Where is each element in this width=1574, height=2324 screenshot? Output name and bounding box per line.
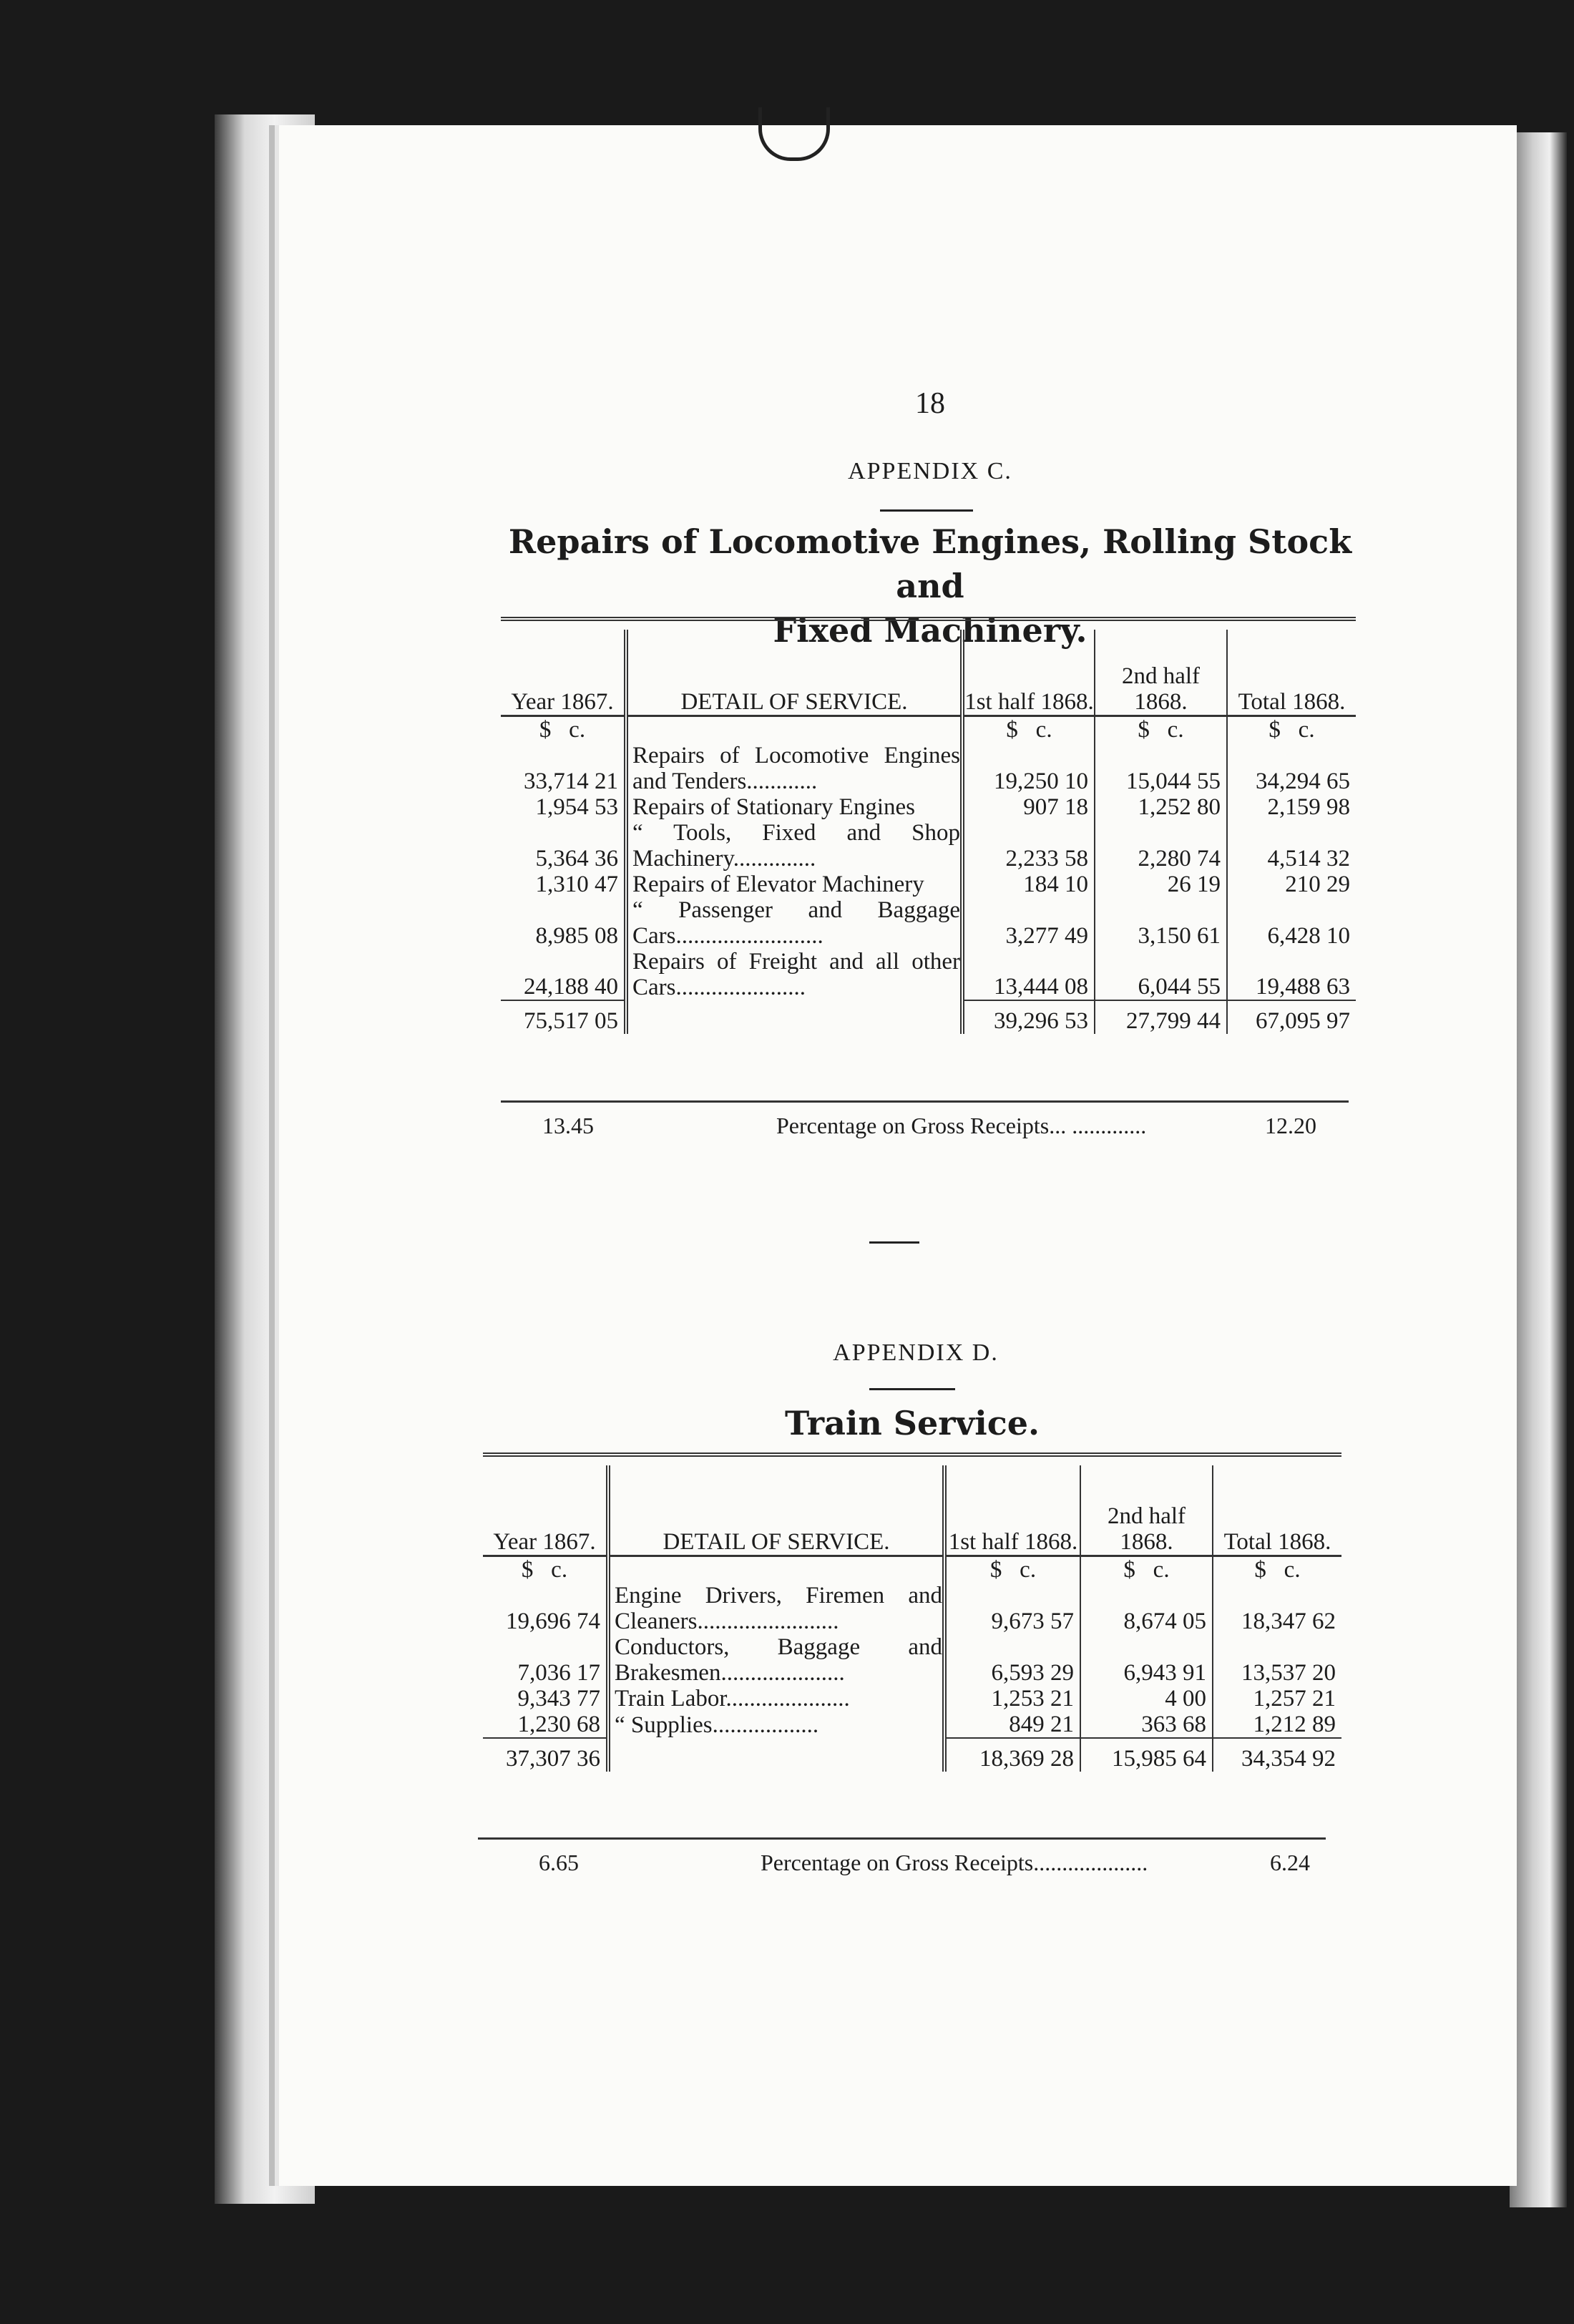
book-page xyxy=(279,125,1517,2186)
pct-value: 6.24 xyxy=(1270,1850,1310,1875)
appendix-d-bottom-rule xyxy=(478,1837,1326,1840)
cell-total: 13,537 20 xyxy=(1241,1659,1336,1686)
appendix-c-table xyxy=(501,630,1356,1034)
appendix-c-bottom-rule xyxy=(501,1100,1349,1103)
cell-detail: Repairs of Elevator Machinery xyxy=(626,872,962,897)
table-header-row xyxy=(483,1465,1341,1556)
col-detail-header: DETAIL OF SERVICE. xyxy=(608,1465,944,1556)
cell-h2: 8,674 05 xyxy=(1080,1583,1213,1634)
cell-h1: 184 10 xyxy=(962,872,1095,897)
cell-h1: 907 18 xyxy=(962,794,1095,820)
col-detail-header: DETAIL OF SERVICE. xyxy=(626,630,962,716)
table-row xyxy=(501,820,1356,872)
cell-year: 33,714 21 xyxy=(501,743,626,794)
appendix-c-title-line2: Fixed Machinery. xyxy=(773,611,1087,650)
cell-h1: 1,253 21 xyxy=(944,1686,1080,1712)
total-total: 67,095 97 xyxy=(1227,1000,1356,1034)
cell-total: 18,347 62 xyxy=(1241,1608,1336,1634)
cell-year: 9,343 77 xyxy=(483,1686,608,1712)
table-row xyxy=(501,794,1356,820)
table-row xyxy=(501,949,1356,1000)
cell-year: 8,985 08 xyxy=(501,897,626,949)
cell-h2: 6,044 55 xyxy=(1095,949,1227,1000)
col-h1-header: 1st half 1868. xyxy=(944,1465,1080,1556)
facing-page-edge xyxy=(1510,132,1567,2207)
table-row xyxy=(483,1634,1341,1686)
cent-unit: c. xyxy=(1167,716,1184,743)
cell-h1: 13,444 08 xyxy=(962,949,1095,1000)
cent-unit: c. xyxy=(1035,716,1052,743)
appendix-c-top-rule xyxy=(501,617,1356,621)
total-total: 34,354 92 xyxy=(1213,1738,1341,1772)
dollar-unit: $ xyxy=(521,1556,534,1583)
cent-unit: c. xyxy=(1284,1556,1301,1583)
cell-h2: 3,150 61 xyxy=(1095,897,1227,949)
col-h1-header: 1st half 1868. xyxy=(962,630,1095,716)
cell-detail: “ Passenger and Baggage Cars......................... xyxy=(626,897,962,949)
cell-h1: 19,250 10 xyxy=(962,743,1095,794)
cell-h2: 1,252 80 xyxy=(1095,794,1227,820)
cell-total: 1,212 89 xyxy=(1253,1711,1336,1737)
cell-year: 19,696 74 xyxy=(483,1583,608,1634)
cell-h2: 2,280 74 xyxy=(1095,820,1227,872)
cell-year: 1,230 68 xyxy=(483,1712,608,1738)
dollar-unit: $ xyxy=(1123,1556,1135,1583)
appendix-d-label: APPENDIX D. xyxy=(833,1339,999,1366)
col-h2-header: 2nd half 1868. xyxy=(1080,1465,1213,1556)
col-year-header: Year 1867. xyxy=(501,630,626,716)
section-divider xyxy=(869,1241,919,1244)
cell-detail: “ Supplies.................. xyxy=(608,1712,944,1738)
cell-year: 5,364 36 xyxy=(501,820,626,872)
cell-h1: 6,593 29 xyxy=(944,1634,1080,1686)
appendix-c-label: APPENDIX C. xyxy=(848,458,1012,484)
totals-row xyxy=(483,1738,1341,1772)
cell-h1: 3,277 49 xyxy=(962,897,1095,949)
cell-h2: 15,044 55 xyxy=(1095,743,1227,794)
appendix-d-title: Train Service. xyxy=(784,1404,1040,1442)
total-h2: 27,799 44 xyxy=(1095,1000,1227,1034)
appendix-d-top-rule xyxy=(483,1452,1341,1457)
col-total-header: Total 1868. xyxy=(1213,1465,1341,1556)
cell-detail: Train Labor..................... xyxy=(608,1686,944,1712)
col-total-header: Total 1868. xyxy=(1227,630,1356,716)
cell-detail: Conductors, Baggage and Brakesmen..................... xyxy=(608,1634,944,1686)
dollar-unit: $ xyxy=(1138,716,1150,743)
total-year: 75,517 05 xyxy=(501,1000,626,1034)
totals-row xyxy=(501,1000,1356,1034)
col-year-header: Year 1867. xyxy=(483,1465,608,1556)
cent-unit: c. xyxy=(1020,1556,1037,1583)
cell-total: 210 29 xyxy=(1285,871,1350,897)
col-h2-header: 2nd half 1868. xyxy=(1095,630,1227,716)
pct-value: 12.20 xyxy=(1265,1113,1316,1138)
cell-detail: “ Tools, Fixed and Shop Machinery.............. xyxy=(626,820,962,872)
cell-total: 2,159 98 xyxy=(1267,794,1350,820)
pct-label: Percentage on Gross Receipts... ............. xyxy=(776,1113,1147,1138)
dollar-unit: $ xyxy=(1254,1556,1266,1583)
page-number: 18 xyxy=(915,387,945,420)
cell-h1: 849 21 xyxy=(944,1712,1080,1738)
cell-h2: 6,943 91 xyxy=(1080,1634,1213,1686)
cell-total: 34,294 65 xyxy=(1256,768,1350,794)
dollar-unit: $ xyxy=(539,716,552,743)
table-row xyxy=(483,1712,1341,1738)
cell-h2: 363 68 xyxy=(1080,1712,1213,1738)
cell-detail: Repairs of Stationary Engines xyxy=(626,794,962,820)
table-header-row xyxy=(501,630,1356,716)
pct-label: Percentage on Gross Receipts.................... xyxy=(761,1850,1148,1875)
pct-year: 13.45 xyxy=(542,1113,594,1138)
dollar-unit: $ xyxy=(1269,716,1281,743)
pct-year: 6.65 xyxy=(539,1850,579,1875)
table-row xyxy=(501,872,1356,897)
appendix-d-table xyxy=(483,1465,1341,1772)
total-h1: 39,296 53 xyxy=(962,1000,1095,1034)
table-row xyxy=(483,1583,1341,1634)
cell-year: 1,954 53 xyxy=(501,794,626,820)
cell-h1: 9,673 57 xyxy=(944,1583,1080,1634)
cell-detail: Engine Drivers, Firemen and Cleaners........................ xyxy=(608,1583,944,1634)
cell-total: 19,488 63 xyxy=(1256,973,1350,1000)
dollar-unit: $ xyxy=(989,1556,1002,1583)
cent-unit: c. xyxy=(551,1556,568,1583)
cell-total: 4,514 32 xyxy=(1267,845,1350,872)
appendix-c-rule xyxy=(880,509,973,512)
appendix-c-title-line1: Repairs of Locomotive Engines, Rolling Stock and xyxy=(508,522,1352,605)
total-h1: 18,369 28 xyxy=(944,1738,1080,1772)
cell-h2: 4 00 xyxy=(1080,1686,1213,1712)
cent-unit: c. xyxy=(1153,1556,1170,1583)
cent-unit: c. xyxy=(1298,716,1315,743)
cell-total: 6,428 10 xyxy=(1267,922,1350,949)
cell-total: 1,257 21 xyxy=(1253,1685,1336,1712)
cent-unit: c. xyxy=(569,716,586,743)
units-row xyxy=(483,1556,1341,1583)
cell-detail: Repairs of Locomotive Engines and Tenders............ xyxy=(626,743,962,794)
cell-h2: 26 19 xyxy=(1095,872,1227,897)
table-row xyxy=(501,897,1356,949)
cell-detail: Repairs of Freight and all other Cars...................... xyxy=(626,949,962,1000)
cell-year: 7,036 17 xyxy=(483,1634,608,1686)
total-h2: 15,985 64 xyxy=(1080,1738,1213,1772)
cell-h1: 2,233 58 xyxy=(962,820,1095,872)
cell-year: 24,188 40 xyxy=(501,949,626,1000)
dollar-unit: $ xyxy=(1006,716,1018,743)
appendix-d-rule xyxy=(869,1388,955,1390)
table-row xyxy=(483,1686,1341,1712)
units-row xyxy=(501,716,1356,743)
total-year: 37,307 36 xyxy=(483,1738,608,1772)
table-row xyxy=(501,743,1356,794)
cell-year: 1,310 47 xyxy=(501,872,626,897)
